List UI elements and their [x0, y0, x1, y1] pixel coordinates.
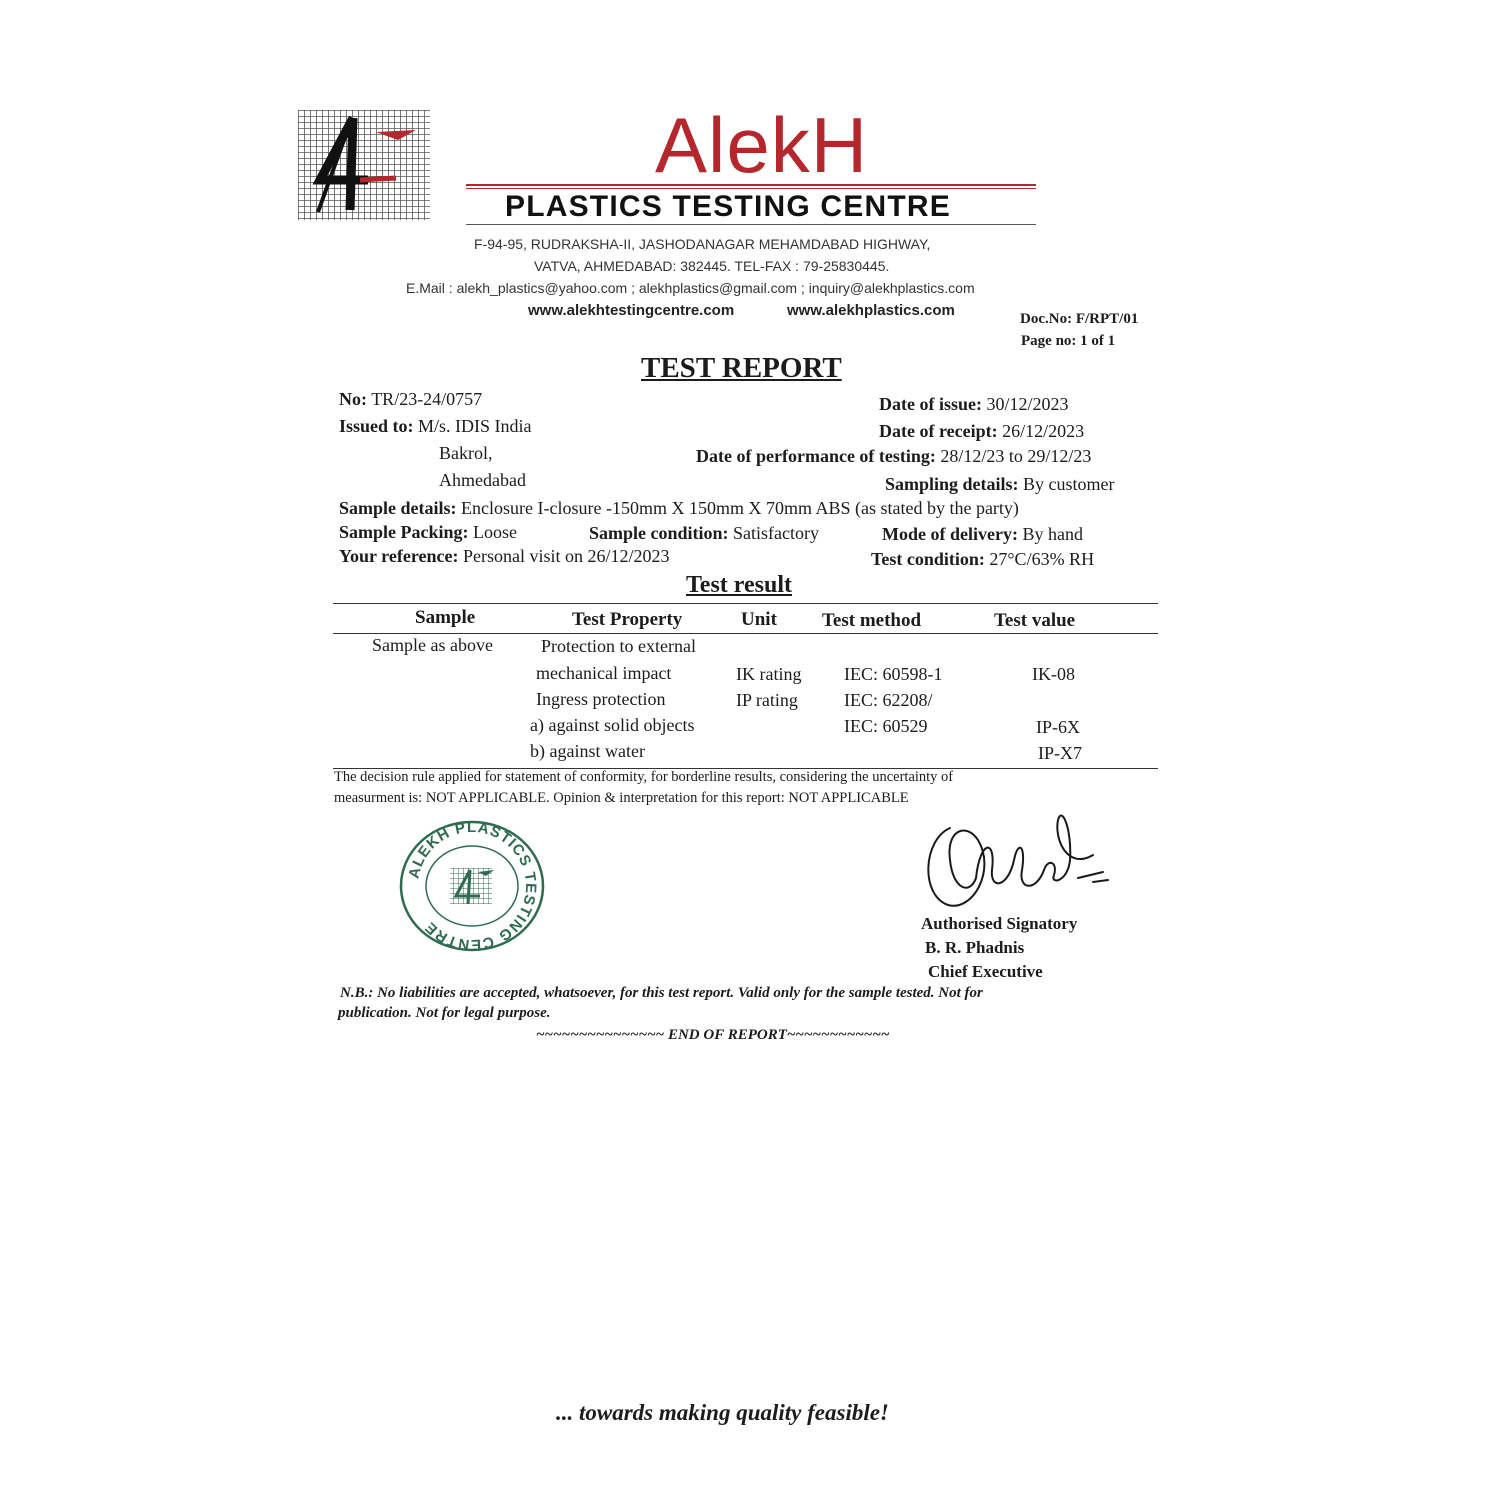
- sampling-details-label: Sampling details:: [885, 474, 1019, 494]
- sample-packing-label: Sample Packing:: [339, 522, 469, 542]
- column-header-value: Test value: [994, 610, 1076, 631]
- date-of-issue-label: Date of issue:: [879, 394, 982, 414]
- date-of-testing-label: Date of performance of testing:: [696, 446, 936, 466]
- report-number: [339, 389, 482, 410]
- svg-text:ALEKH PLASTICS TESTING CENTRE: ALEKH PLASTICS TESTING CENTRE: [405, 818, 540, 954]
- decision-rule-text: The decision rule applied for statement of conformity, for borderline results, considering the uncertainty of: [334, 769, 954, 785]
- doc-number: Doc.No: F/RPT/01: [1020, 311, 1139, 327]
- sample-packing: [339, 522, 517, 543]
- date-of-receipt: [879, 421, 1084, 442]
- website-link[interactable]: www.alekhplastics.com: [787, 302, 955, 319]
- decision-rule-text: measurment is: NOT APPLICABLE. Opinion & interpretation for this report: NOT APPLICABLE: [334, 790, 909, 806]
- test-condition-value: 27°C/63% RH: [989, 549, 1095, 569]
- sampling-details-value: By customer: [1023, 474, 1115, 494]
- table-cell-value: IP-X7: [1038, 743, 1082, 763]
- seal-stamp-icon: [398, 818, 546, 954]
- date-of-issue-value: 30/12/2023: [986, 394, 1069, 414]
- table-cell-method: IEC: 60598-1: [844, 664, 943, 684]
- table-cell-unit: IP rating: [736, 690, 798, 710]
- issued-to-value: M/s. IDIS India: [418, 416, 532, 436]
- tagline: ... towards making quality feasible!: [556, 1400, 889, 1425]
- sample-condition-value: Satisfactory: [733, 523, 820, 543]
- sample-details-value: Enclosure I-closure -150mm X 150mm X 70mm ABS (as stated by the party): [461, 498, 1019, 518]
- header-rule: [466, 224, 1036, 225]
- column-header-property: Test Property: [572, 609, 683, 630]
- date-of-testing: [696, 446, 1091, 467]
- date-of-receipt-label: Date of receipt:: [879, 421, 998, 441]
- signature-icon: [918, 800, 1118, 920]
- table-cell-sample: Sample as above: [372, 635, 493, 655]
- your-reference-value: Personal visit on 26/12/2023: [462, 546, 670, 566]
- column-header-sample: Sample: [415, 607, 476, 628]
- table-rule: [333, 633, 1158, 634]
- table-cell-value: IP-6X: [1036, 717, 1080, 737]
- sample-details: [339, 498, 1019, 519]
- address-line: F-94-95, RUDRAKSHA-II, JASHODANAGAR MEHAMDABAD HIGHWAY,: [474, 236, 931, 252]
- table-cell-property: Ingress protection: [536, 689, 666, 709]
- signatory-role: Authorised Signatory: [921, 914, 1078, 933]
- disclaimer-text: N.B.: No liabilities are accepted, whatsoever, for this test report. Valid only for the sample tested. Not for: [340, 985, 983, 1001]
- sample-details-label: Sample details:: [339, 498, 457, 518]
- issued-to: [339, 416, 532, 437]
- mode-of-delivery-label: Mode of delivery:: [882, 524, 1018, 544]
- disclaimer-text: publication. Not for legal purpose.: [338, 1005, 551, 1021]
- sample-condition: [589, 523, 819, 544]
- table-cell-property: a) against solid objects: [530, 715, 695, 735]
- table-cell-value: IK-08: [1032, 664, 1075, 684]
- signatory-name: B. R. Phadnis: [925, 938, 1025, 957]
- mode-of-delivery-value: By hand: [1022, 524, 1083, 544]
- brand-logo-text: AlekH: [655, 101, 869, 189]
- test-condition-label: Test condition:: [871, 549, 985, 569]
- report-title: TEST REPORT: [641, 352, 842, 384]
- mode-of-delivery: [882, 524, 1083, 545]
- signatory-title: Chief Executive: [928, 962, 1043, 981]
- org-name: PLASTICS TESTING CENTRE: [505, 190, 951, 223]
- sampling-details: [885, 474, 1115, 495]
- date-of-testing-value: 28/12/23 to 29/12/23: [940, 446, 1092, 466]
- report-number-label: No:: [339, 389, 367, 409]
- table-cell-method: IEC: 62208/: [844, 690, 933, 710]
- test-result-title: Test result: [686, 572, 793, 598]
- table-cell-property: mechanical impact: [536, 663, 672, 683]
- logo-mark-icon: [298, 110, 430, 220]
- sample-packing-value: Loose: [473, 522, 518, 542]
- your-reference-label: Your reference:: [339, 546, 459, 566]
- your-reference: [339, 546, 669, 567]
- date-of-receipt-value: 26/12/2023: [1002, 421, 1085, 441]
- report-number-value: TR/23-24/0757: [371, 389, 483, 409]
- table-cell-property: Protection to external: [541, 636, 696, 656]
- table-cell-property: b) against water: [530, 741, 645, 761]
- sample-condition-label: Sample condition:: [589, 523, 729, 543]
- issued-to-line: Ahmedabad: [439, 470, 526, 490]
- table-rule: [333, 603, 1158, 604]
- email-line: E.Mail : alekh_plastics@yahoo.com ; alekhplastics@gmail.com ; inquiry@alekhplastics.com: [406, 280, 975, 296]
- column-header-unit: Unit: [741, 609, 777, 630]
- end-of-report: ~~~~~~~~~~~~~~~ END OF REPORT~~~~~~~~~~~~: [536, 1027, 890, 1043]
- page-number: Page no: 1 of 1: [1021, 333, 1116, 349]
- website-link[interactable]: www.alekhtestingcentre.com: [528, 302, 735, 319]
- address-line: VATVA, AHMEDABAD: 382445. TEL-FAX : 79-25830445.: [534, 258, 890, 274]
- table-cell-method: IEC: 60529: [844, 716, 928, 736]
- issued-to-label: Issued to:: [339, 416, 414, 436]
- date-of-issue: [879, 394, 1069, 415]
- header-rule: [466, 188, 1036, 189]
- test-condition: [871, 549, 1094, 570]
- header-rule: [466, 184, 1036, 186]
- table-cell-unit: IK rating: [736, 664, 802, 684]
- issued-to-line: Bakrol,: [439, 443, 493, 463]
- column-header-method: Test method: [822, 610, 922, 631]
